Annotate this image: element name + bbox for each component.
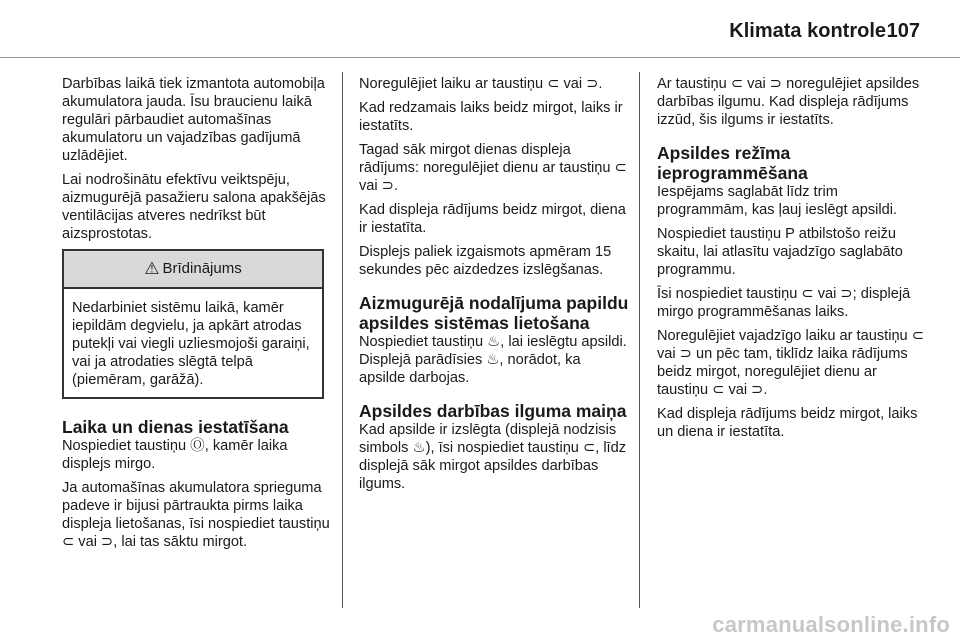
paragraph: Nospiediet taustiņu Ⓞ, kamēr laika displejs mirgo.: [62, 438, 288, 472]
paragraph: Lai nodrošinātu efektīvu veiktspēju, aizmugurējā pasažieru salona apakšējās ventilācijas atveres nedrīkst būt aizsprostotas.: [62, 172, 326, 242]
paragraph: Displejs paliek izgaismots apmēram 15 sekundes pēc aizdedzes izslēgšanas.: [359, 244, 612, 278]
column-1: [62, 75, 332, 557]
paragraph: Darbības laikā tiek izmantota automobiļa akumulatora jauda. Īsu braucienu laikā regulāri pārbaudiet automašīnas akumulatoru un vajadzības gadījumā uzlādējiet.: [62, 76, 325, 164]
column-2: [359, 75, 629, 499]
warning-box: [62, 249, 324, 399]
warning-text: Nedarbiniet sistēmu laikā, kamēr iepildām degvielu, ja apkārt atrodas putekļi vai viegli uzliesmojoši garaiņi, vai ja atrodaties slēgtā telpā (piemēram, garāžā).: [72, 300, 310, 388]
watermark: carmanualsonline.info: [712, 612, 950, 637]
column-divider-2: [639, 72, 640, 608]
section-title: Klimata kontrole: [729, 20, 886, 42]
paragraph: Īsi nospiediet taustiņu ⊂ vai ⊃; displejā mirgo programmēšanas laiks.: [657, 286, 911, 320]
heading-heater-duration: Apsildes darbības ilguma maiņa: [359, 401, 627, 421]
paragraph: Tagad sāk mirgot dienas displeja rādījums: noregulējiet dienu ar taustiņu ⊂ vai ⊃.: [359, 142, 627, 194]
warning-icon: ⚠: [144, 259, 160, 278]
paragraph: Kad redzamais laiks beidz mirgot, laiks ir iestatīts.: [359, 100, 623, 134]
page-header: [0, 0, 960, 62]
heading-rear-heater: Aizmugurējā nodalījuma papildu apsildes sistēmas lietošana: [359, 293, 629, 333]
heading-heater-programming: Apsildes režīma ieprogrammēšana: [657, 143, 808, 183]
paragraph: Noregulējiet vajadzīgo laiku ar taustiņu ⊂ vai ⊃ un pēc tam, tiklīdz laika rādījums beidz mirgot, noregulējiet dienu ar taustiņu ⊂ vai ⊃.: [657, 328, 924, 398]
paragraph: Ar taustiņu ⊂ vai ⊃ noregulējiet apsildes darbības ilgumu. Kad displeja rādījums izzūd, šis ilgums ir iestatīts.: [657, 76, 920, 128]
warning-title: Brīdinājums: [162, 260, 242, 277]
paragraph: Kad displeja rādījums beidz mirgot, laiks un diena ir iestatīta.: [657, 406, 918, 440]
header-rule: [0, 57, 960, 58]
paragraph: Nospiediet taustiņu P atbilstošo reižu skaitu, lai atlasītu vajadzīgo saglabāto programmu.: [657, 226, 903, 278]
paragraph: Kad apsilde ir izslēgta (displejā nodzisis simbols ♨), īsi nospiediet taustiņu ⊂, līdz displejā sāk mirgot apsildes darbības ilgums.: [359, 422, 627, 492]
paragraph: Kad displeja rādījums beidz mirgot, diena ir iestatīta.: [359, 202, 626, 236]
warning-header: [64, 251, 322, 289]
page-number: 107: [886, 20, 920, 42]
heading-time-day: Laika un dienas iestatīšana: [62, 417, 289, 437]
paragraph: Iespējams saglabāt līdz trim programmām, kas ļauj ieslēgt apsildi.: [657, 184, 898, 218]
column-divider-1: [342, 72, 343, 608]
paragraph: Noregulējiet laiku ar taustiņu ⊂ vai ⊃.: [359, 76, 603, 92]
paragraph: Ja automašīnas akumulatora sprieguma padeve ir bijusi pārtraukta pirms laika displeja lietošanas, īsi nospiediet taustiņu ⊂ vai ⊃, lai tas sāktu mirgot.: [62, 480, 330, 550]
paragraph: Nospiediet taustiņu ♨, lai ieslēgtu apsildi. Displejā parādīsies ♨, norādot, ka apsilde darbojas.: [359, 334, 627, 386]
column-3: [657, 75, 927, 447]
